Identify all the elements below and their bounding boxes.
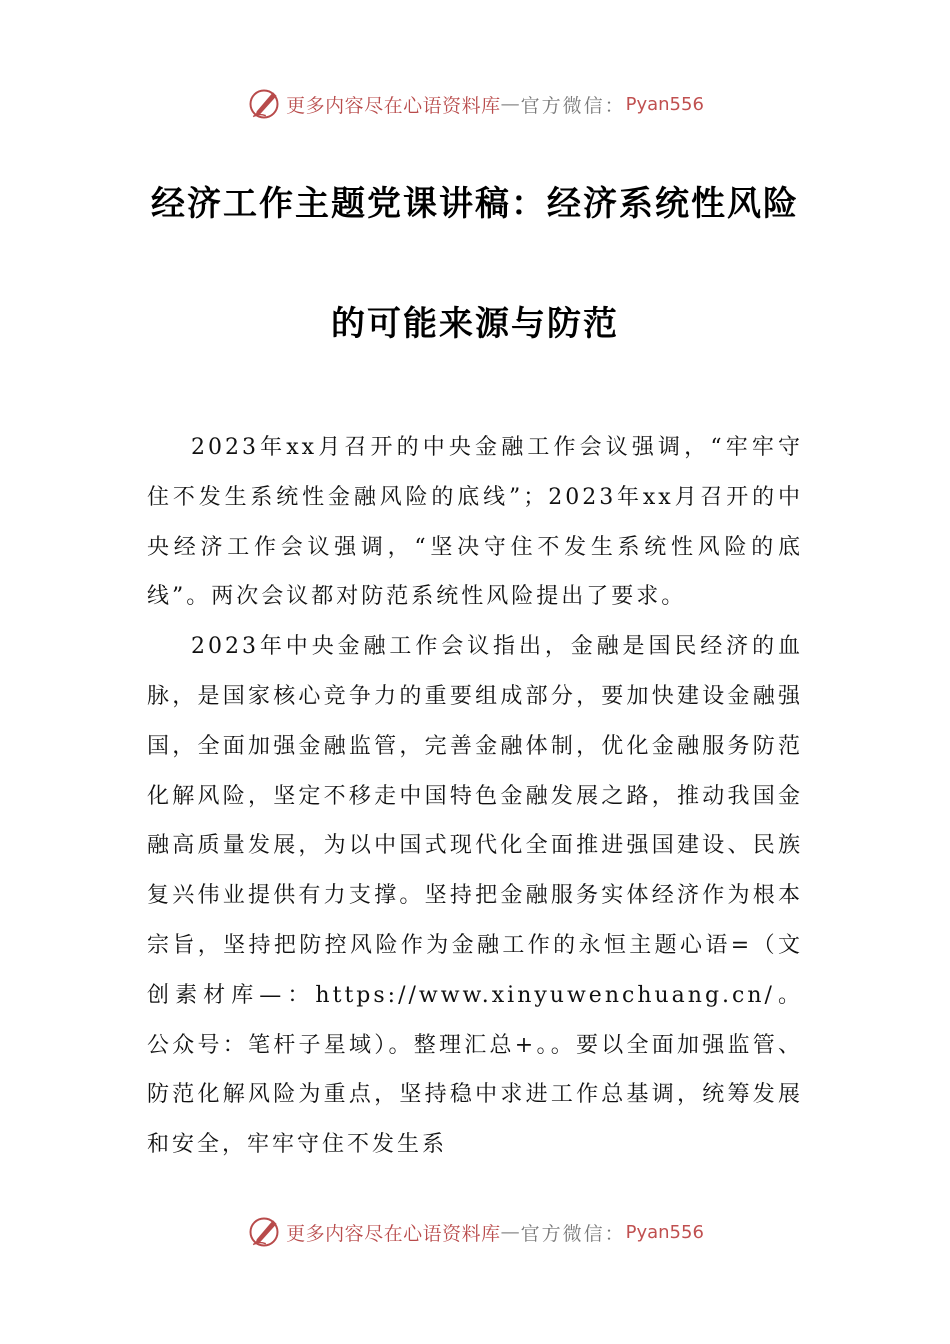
document-title-line-1: 经济工作主题党课讲稿：经济系统性风险: [151, 184, 799, 224]
watermark-wechat-id: Pyan556: [625, 1221, 704, 1243]
watermark-wechat-id: Pyan556: [625, 93, 704, 115]
document-title-line-2: 的可能来源与防范: [331, 304, 619, 344]
watermark-separator: —: [500, 93, 521, 115]
quill-logo-icon: [246, 1214, 282, 1250]
watermark-separator: —: [500, 1221, 521, 1243]
body-paragraph-2: 2023年中央金融工作会议指出，金融是国民经济的血脉，是国家核心竞争力的重要组成部分，要加快建设金融强国，全面加强金融监管，完善金融体制，优化金融服务防范化解风险，坚定不移走中国特色金融发展之路，推动我国金融高质量发展，为以中国式现代化全面推进强国建设、民族复兴伟业提供有力支撑。坚持把金融服务实体经济作为根本宗旨，坚持把防控风险作为金融工作的永恒主题心语=（文创素材库—：https://www.xinyuwenchuang.cn/。公众号：笔杆子星域）。整理汇总+。。要以全面加强监管、防范化解风险为重点，坚持稳中求进工作总基调，统筹发展和安全，牢牢守住不发生系: [147, 634, 803, 1158]
watermark-main-text: 更多内容尽在心语资料库: [286, 94, 501, 117]
quill-logo-icon: [246, 86, 282, 122]
watermark-main-text: 更多内容尽在心语资料库: [286, 1222, 501, 1245]
document-body: [147, 423, 803, 1170]
body-paragraph-1: 2023年xx月召开的中央金融工作会议强调，“牢牢守住不发生系统性金融风险的底线”；2023年xx月召开的中央经济工作会议强调，“坚决守住不发生系统性风险的底线”。两次会议都对防范系统性风险提出了要求。: [147, 435, 803, 610]
watermark-wechat-label: 官方微信：: [520, 1222, 626, 1245]
watermark-wechat-label: 官方微信：: [520, 94, 626, 117]
footer-watermark: [0, 1212, 950, 1252]
header-watermark: [0, 84, 950, 124]
